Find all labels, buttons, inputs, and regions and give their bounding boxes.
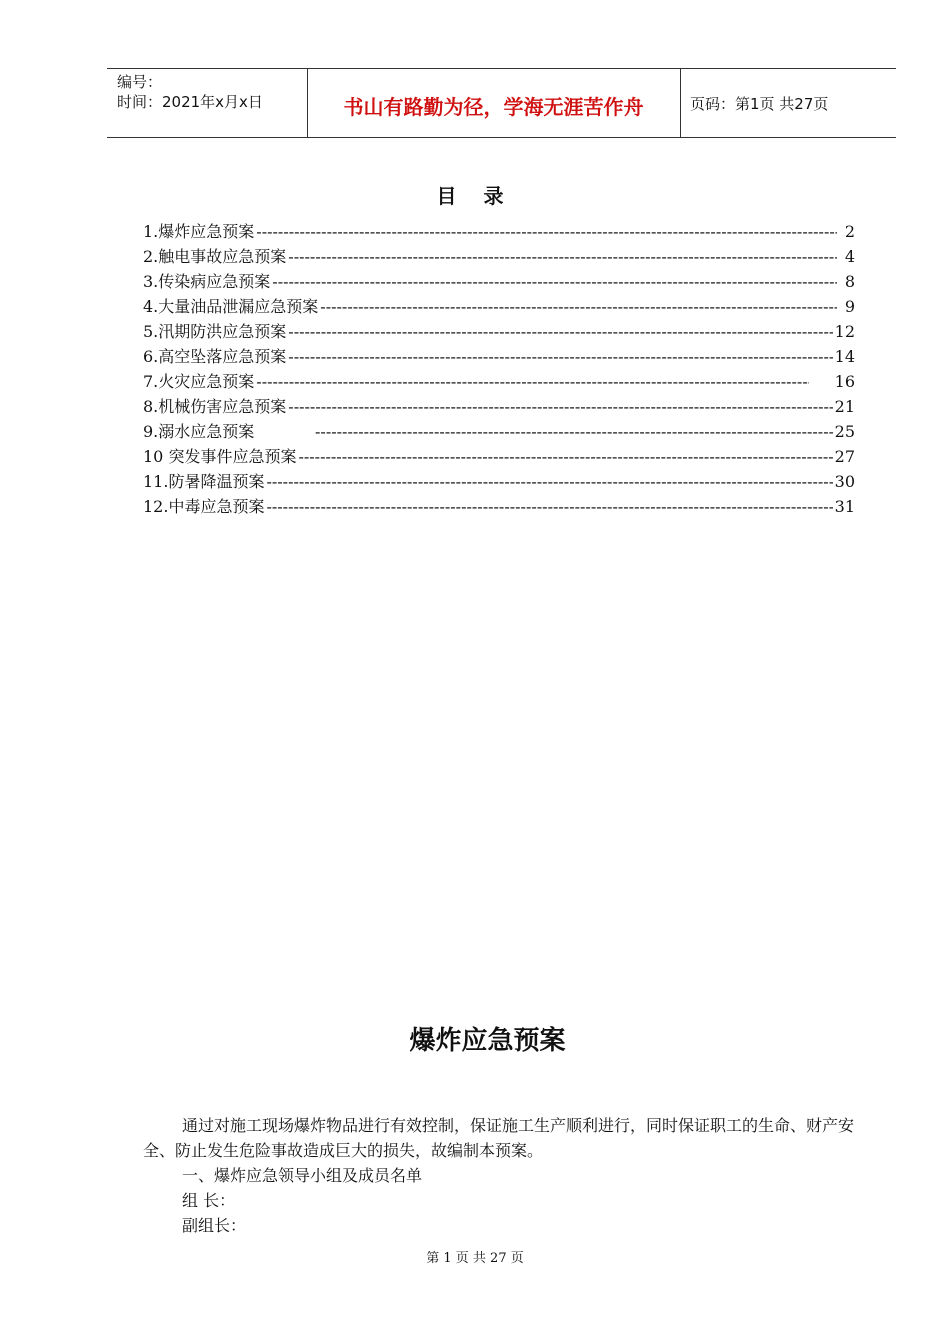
toc-item-page: 30	[834, 472, 855, 491]
toc-leader-dashes	[266, 469, 832, 494]
toc-item-page: 12	[834, 322, 855, 341]
toc-item-label: 9.溺水应急预案	[143, 422, 255, 441]
toc-item[interactable]	[143, 344, 855, 369]
toc-leader-dashes	[298, 444, 832, 469]
toc-item[interactable]	[143, 394, 855, 419]
toc-item-label: 12.中毒应急预案	[143, 497, 265, 516]
header-meta-cell	[107, 69, 308, 137]
header-page-cell	[680, 69, 896, 137]
toc-item[interactable]	[143, 294, 855, 319]
subheading: 一、爆炸应急领导小组及成员名单	[182, 1166, 423, 1185]
header-motto-cell	[307, 69, 681, 137]
date-label: 时间：2021年x月x日	[117, 93, 263, 111]
toc-leader-dashes	[288, 244, 837, 269]
toc-item-page: 2	[844, 222, 855, 241]
toc-leader-dashes	[266, 494, 832, 519]
toc-item-page: 25	[834, 422, 855, 441]
toc-item-label: 8.机械伤害应急预案	[143, 397, 287, 416]
toc-title: 目 录	[436, 184, 514, 208]
toc-item-label: 10 突发事件应急预案	[143, 447, 297, 466]
toc-item[interactable]	[143, 369, 855, 394]
toc-item[interactable]	[143, 319, 855, 344]
toc-item[interactable]	[143, 269, 855, 294]
toc-leader-dashes	[288, 319, 832, 344]
toc-leader-dashes	[288, 344, 832, 369]
toc-leader-dashes	[288, 394, 832, 419]
table-of-contents	[143, 219, 855, 519]
toc-item-page: 16	[834, 372, 855, 391]
toc-item[interactable]	[143, 494, 855, 519]
toc-item[interactable]	[143, 244, 855, 269]
toc-item-page: 27	[834, 447, 855, 466]
toc-item-page: 9	[844, 297, 855, 316]
toc-item[interactable]	[143, 444, 855, 469]
section-title: 爆炸应急预案	[409, 1026, 566, 1056]
toc-item-label: 7.火灾应急预案	[143, 372, 255, 391]
intro-paragraph: 通过对施工现场爆炸物品进行有效控制，保证施工生产顺利进行，同时保证职工的生命、财产安全、防止发生危险事故造成巨大的损失，故编制本预案。	[143, 1116, 855, 1160]
toc-item-label: 4.大量油品泄漏应急预案	[143, 297, 319, 316]
toc-leader-dashes	[256, 369, 808, 394]
toc-item-label: 1.爆炸应急预案	[143, 222, 255, 241]
page-footer: 第 1 页 共 27 页	[426, 1251, 524, 1266]
toc-item-label: 3.传染病应急预案	[143, 272, 271, 291]
page-header	[107, 68, 896, 138]
toc-item[interactable]	[143, 419, 855, 444]
toc-item[interactable]	[143, 219, 855, 244]
toc-item-page: 31	[834, 497, 855, 516]
leader-line: 组 长：	[182, 1191, 236, 1210]
vice-leader-line: 副组长：	[182, 1216, 247, 1235]
toc-leader-dashes	[320, 294, 837, 319]
serial-number-label: 编号：	[117, 73, 163, 91]
toc-item-label: 2.触电事故应急预案	[143, 247, 287, 266]
section-body	[143, 1113, 858, 1238]
page-code: 页码：第1页 共27页	[690, 95, 829, 113]
toc-item-label: 6.高空坠落应急预案	[143, 347, 287, 366]
toc-item-label: 11.防暑降温预案	[143, 472, 265, 491]
toc-item-page: 21	[834, 397, 855, 416]
toc-item-page: 8	[844, 272, 855, 291]
motto: 书山有路勤为径，学海无涯苦作舟	[343, 95, 644, 119]
toc-item[interactable]	[143, 469, 855, 494]
toc-item-page: 4	[844, 247, 855, 266]
toc-item-page: 14	[834, 347, 855, 366]
toc-leader-dashes	[256, 219, 837, 244]
toc-leader-dashes	[272, 269, 837, 294]
toc-leader-dashes	[315, 419, 833, 444]
toc-item-label: 5.汛期防洪应急预案	[143, 322, 287, 341]
